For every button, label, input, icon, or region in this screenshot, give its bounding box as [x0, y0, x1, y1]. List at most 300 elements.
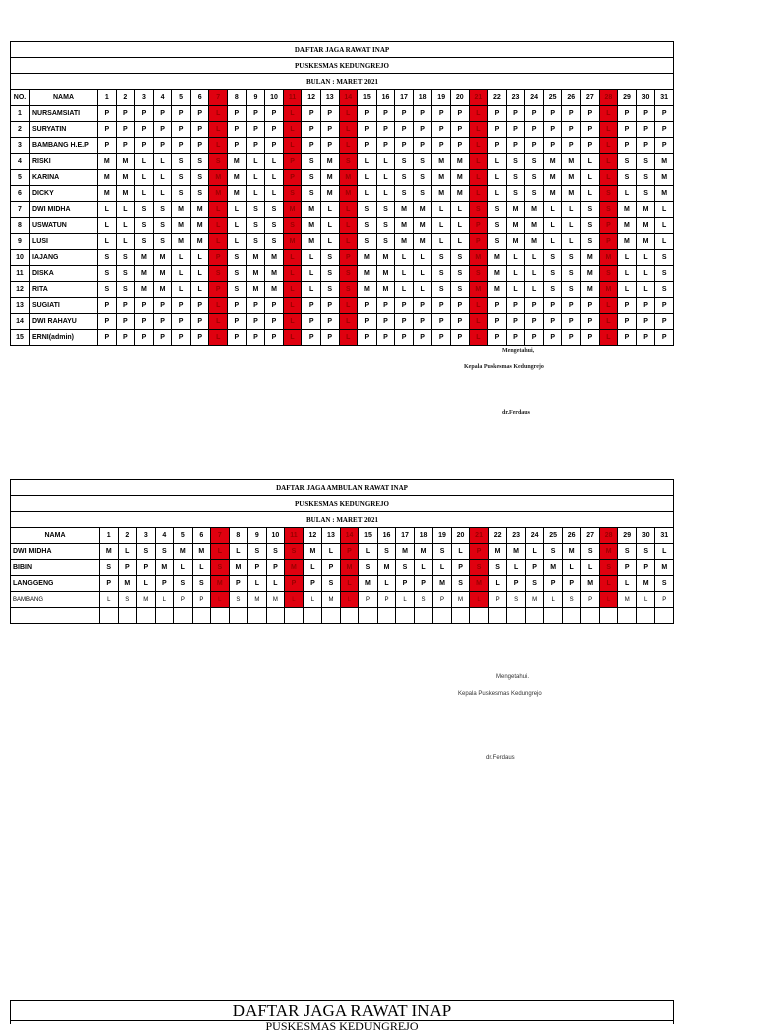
shift-cell: L [265, 170, 284, 186]
empty-cell [248, 608, 267, 624]
shift-cell: M [581, 250, 600, 266]
header-day: 30 [636, 528, 655, 544]
header-day: 12 [302, 90, 321, 106]
shift-cell: M [562, 544, 581, 560]
shift-cell: S [98, 250, 117, 266]
shift-cell: S [525, 154, 544, 170]
shift-cell: P [525, 138, 544, 154]
row-number: 4 [11, 154, 30, 170]
shift-cell: S [153, 202, 172, 218]
shift-cell: P [395, 106, 414, 122]
ambulan-title: DAFTAR JAGA AMBULAN RAWAT INAP [11, 480, 674, 496]
shift-cell: M [377, 560, 396, 576]
shift-cell: M [118, 576, 137, 592]
shift-cell: L [98, 218, 117, 234]
shift-cell: P [470, 544, 489, 560]
shift-cell: L [655, 544, 674, 560]
shift-cell: L [246, 186, 265, 202]
shift-cell: M [320, 170, 339, 186]
empty-cell [488, 608, 507, 624]
shift-cell: S [636, 186, 655, 202]
empty-cell [562, 608, 581, 624]
header-day: 3 [135, 90, 154, 106]
header-day: 28 [599, 528, 618, 544]
shift-cell: M [100, 544, 119, 560]
empty-cell [655, 608, 674, 624]
shift-cell: L [153, 186, 172, 202]
header-day: 21 [469, 90, 488, 106]
shift-cell: P [190, 314, 209, 330]
shift-cell: L [339, 122, 358, 138]
shift-cell: P [506, 106, 525, 122]
shift-cell: M [543, 154, 562, 170]
shift-cell: P [265, 138, 284, 154]
shift-cell: P [248, 560, 267, 576]
staff-name: DWI MIDHA [11, 544, 100, 560]
header-day: 29 [618, 528, 637, 544]
shift-cell: P [543, 314, 562, 330]
staff-name: SUGIATI [30, 298, 98, 314]
shift-cell: M [248, 592, 267, 608]
shift-cell: P [98, 314, 117, 330]
shift-cell: L [172, 266, 191, 282]
shift-cell: L [302, 266, 321, 282]
table-row [11, 234, 674, 250]
shift-cell: S [209, 154, 228, 170]
header-day: 31 [655, 90, 674, 106]
header-day: 24 [525, 90, 544, 106]
shift-cell: L [153, 170, 172, 186]
shift-cell: S [302, 186, 321, 202]
shift-cell: S [581, 544, 600, 560]
header-day: 7 [211, 528, 230, 544]
shift-cell: L [116, 202, 135, 218]
shift-cell: M [470, 576, 489, 592]
shift-cell: S [396, 560, 415, 576]
shift-cell: P [488, 314, 507, 330]
staff-name: DICKY [30, 186, 98, 202]
shift-cell: S [581, 202, 600, 218]
shift-cell: L [339, 314, 358, 330]
shift-cell: L [246, 170, 265, 186]
shift-cell: L [599, 576, 618, 592]
empty-cell [507, 608, 526, 624]
shift-cell: P [320, 298, 339, 314]
header-day: 7 [209, 90, 228, 106]
shift-cell: P [450, 106, 469, 122]
staff-name: LUSI [30, 234, 98, 250]
table-row [11, 138, 674, 154]
header-day: 2 [116, 90, 135, 106]
header-day: 14 [340, 528, 359, 544]
shift-cell: S [413, 170, 432, 186]
empty-cell [266, 608, 285, 624]
shift-cell: L [209, 202, 228, 218]
shift-cell: M [376, 250, 395, 266]
shift-cell: S [155, 544, 174, 560]
shift-cell: P [340, 544, 359, 560]
shift-cell: L [229, 544, 248, 560]
shift-cell: L [469, 330, 488, 346]
shift-cell: P [655, 298, 674, 314]
header-day: 23 [506, 90, 525, 106]
shift-cell: L [470, 592, 489, 608]
header-name: NAMA [30, 90, 98, 106]
shift-cell: L [544, 592, 563, 608]
shift-cell: S [544, 544, 563, 560]
shift-cell: L [488, 576, 507, 592]
shift-cell: M [469, 250, 488, 266]
shift-cell: P [98, 298, 117, 314]
empty-cell [100, 608, 119, 624]
shift-cell: P [636, 314, 655, 330]
row-number: 7 [11, 202, 30, 218]
shift-cell: M [358, 282, 377, 298]
shift-cell: L [228, 218, 247, 234]
shift-cell: S [450, 282, 469, 298]
shift-cell: M [544, 560, 563, 576]
shift-cell: P [190, 122, 209, 138]
shift-cell: M [376, 282, 395, 298]
shift-cell: M [506, 202, 525, 218]
shift-cell: M [581, 576, 600, 592]
shift-cell: P [190, 298, 209, 314]
shift-cell: P [469, 218, 488, 234]
shift-cell: P [395, 122, 414, 138]
empty-cell [340, 608, 359, 624]
shift-cell: S [450, 250, 469, 266]
shift-cell: L [376, 170, 395, 186]
rawat-sign-doctor: dr.Ferdaus [502, 410, 530, 416]
shift-cell: S [413, 154, 432, 170]
shift-cell: S [190, 186, 209, 202]
shift-cell: P [153, 122, 172, 138]
shift-cell: P [525, 560, 544, 576]
shift-cell: L [562, 234, 581, 250]
shift-cell: M [137, 592, 156, 608]
header-day: 29 [618, 90, 637, 106]
shift-cell: S [506, 186, 525, 202]
shift-cell: L [339, 218, 358, 234]
rawat-org: PUSKESMAS KEDUNGREJO [11, 58, 674, 74]
shift-cell: M [98, 170, 117, 186]
shift-cell: M [599, 282, 618, 298]
shift-cell: L [414, 560, 433, 576]
shift-cell: M [228, 154, 247, 170]
shift-cell: L [543, 202, 562, 218]
shift-cell: S [153, 218, 172, 234]
shift-cell: S [618, 170, 637, 186]
shift-cell: P [265, 122, 284, 138]
shift-cell: L [209, 138, 228, 154]
shift-cell: S [358, 234, 377, 250]
shift-cell: P [413, 330, 432, 346]
shift-cell: M [172, 234, 191, 250]
empty-cell [470, 608, 489, 624]
shift-cell: S [228, 266, 247, 282]
shift-cell: P [153, 330, 172, 346]
table-row [11, 298, 674, 314]
shift-cell: P [320, 138, 339, 154]
shift-cell: P [581, 298, 600, 314]
header-day: 18 [413, 90, 432, 106]
shift-cell: L [636, 282, 655, 298]
shift-cell: L [636, 250, 655, 266]
shift-cell: S [618, 154, 637, 170]
shift-cell: P [618, 138, 637, 154]
shift-cell: S [618, 544, 637, 560]
shift-cell: P [116, 314, 135, 330]
shift-cell: P [358, 122, 377, 138]
shift-cell: P [246, 314, 265, 330]
shift-cell: P [507, 576, 526, 592]
shift-cell: L [432, 218, 451, 234]
shift-cell: L [562, 218, 581, 234]
shift-cell: L [190, 250, 209, 266]
table-row [11, 170, 674, 186]
shift-cell: L [283, 250, 302, 266]
empty-cell [174, 608, 193, 624]
shift-cell: M [303, 544, 322, 560]
header-day: 17 [395, 90, 414, 106]
shift-cell: S [395, 154, 414, 170]
shift-cell: L [116, 218, 135, 234]
shift-cell: P [655, 138, 674, 154]
shift-cell: S [135, 202, 154, 218]
shift-cell: M [525, 218, 544, 234]
shift-cell: P [172, 330, 191, 346]
shift-cell: M [320, 186, 339, 202]
shift-cell: L [469, 154, 488, 170]
shift-cell: L [209, 122, 228, 138]
shift-cell: P [172, 314, 191, 330]
shift-cell: P [265, 330, 284, 346]
shift-cell: S [450, 266, 469, 282]
shift-cell: L [525, 250, 544, 266]
shift-cell: M [450, 186, 469, 202]
shift-cell: M [488, 250, 507, 266]
staff-name: BAMBANG [11, 592, 100, 608]
empty-cell [229, 608, 248, 624]
shift-cell: M [155, 560, 174, 576]
shift-cell: P [116, 106, 135, 122]
rawat-sign-head: Kepala Puskesmas Kedungrejo [464, 364, 544, 370]
shift-cell: L [153, 154, 172, 170]
shift-cell: M [562, 154, 581, 170]
shift-cell: S [209, 266, 228, 282]
shift-cell: P [432, 298, 451, 314]
shift-cell: S [339, 266, 358, 282]
shift-cell: P [396, 576, 415, 592]
shift-cell: M [395, 234, 414, 250]
shift-cell: M [302, 202, 321, 218]
shift-cell: S [190, 154, 209, 170]
shift-cell: P [469, 234, 488, 250]
shift-cell: P [413, 106, 432, 122]
shift-cell: L [283, 330, 302, 346]
shift-cell: S [174, 576, 193, 592]
shift-cell: P [320, 314, 339, 330]
shift-cell: P [98, 122, 117, 138]
shift-cell: P [414, 576, 433, 592]
table-row [11, 186, 674, 202]
shift-cell: S [246, 202, 265, 218]
header-day: 6 [190, 90, 209, 106]
shift-cell: M [211, 576, 230, 592]
shift-cell: L [562, 202, 581, 218]
shift-cell: L [211, 592, 230, 608]
shift-cell: S [265, 202, 284, 218]
shift-cell: P [581, 592, 600, 608]
header-day: 15 [358, 90, 377, 106]
shift-cell: P [395, 314, 414, 330]
shift-cell: P [525, 298, 544, 314]
shift-cell: P [302, 122, 321, 138]
rawat-inap-table [10, 41, 674, 346]
shift-cell: S [228, 282, 247, 298]
ambulan-header-row [11, 528, 674, 544]
shift-cell: L [137, 576, 156, 592]
shift-cell: L [450, 218, 469, 234]
shift-cell: S [118, 592, 137, 608]
shift-cell: P [488, 106, 507, 122]
header-day: 22 [488, 90, 507, 106]
shift-cell: P [618, 298, 637, 314]
empty-cell [414, 608, 433, 624]
header-day: 24 [525, 528, 544, 544]
next-page-title: DAFTAR JAGA RAWAT INAP [232, 1001, 452, 1020]
shift-cell: M [413, 202, 432, 218]
shift-cell: S [599, 186, 618, 202]
next-page-org: PUSKESMAS KEDUNGREJO [11, 1020, 673, 1031]
table-row [11, 544, 674, 560]
shift-cell: M [192, 544, 211, 560]
shift-cell: L [599, 592, 618, 608]
shift-cell: L [209, 314, 228, 330]
shift-cell: S [246, 234, 265, 250]
shift-cell: S [98, 282, 117, 298]
shift-cell: M [506, 234, 525, 250]
shift-cell: P [98, 138, 117, 154]
shift-cell: L [543, 234, 562, 250]
shift-cell: P [135, 122, 154, 138]
shift-cell: M [525, 202, 544, 218]
shift-cell: P [562, 138, 581, 154]
shift-cell: P [599, 234, 618, 250]
shift-cell: S [283, 186, 302, 202]
shift-cell: S [100, 560, 119, 576]
table-row [11, 314, 674, 330]
ambulan-schedule [10, 479, 674, 624]
shift-cell: P [302, 298, 321, 314]
shift-cell: L [246, 154, 265, 170]
shift-cell: S [469, 266, 488, 282]
ambulan-table [10, 479, 674, 624]
shift-cell: M [562, 186, 581, 202]
shift-cell: L [488, 154, 507, 170]
ambulan-sign-head: Kepala Puskesmas Kedungrejo [458, 691, 542, 697]
shift-cell: P [116, 298, 135, 314]
empty-cell [396, 608, 415, 624]
shift-cell: P [98, 330, 117, 346]
empty-cell [211, 608, 230, 624]
shift-cell: S [488, 218, 507, 234]
header-day: 20 [450, 90, 469, 106]
shift-cell: S [116, 250, 135, 266]
shift-cell: P [358, 298, 377, 314]
header-day: 18 [414, 528, 433, 544]
empty-cell [303, 608, 322, 624]
shift-cell: P [581, 106, 600, 122]
shift-cell: M [543, 186, 562, 202]
shift-cell: S [506, 170, 525, 186]
row-number: 5 [11, 170, 30, 186]
empty-cell [599, 608, 618, 624]
shift-cell: M [599, 250, 618, 266]
shift-cell: M [246, 250, 265, 266]
shift-cell: M [116, 186, 135, 202]
shift-cell: L [340, 576, 359, 592]
table-row [11, 330, 674, 346]
header-day: 1 [100, 528, 119, 544]
shift-cell: M [190, 218, 209, 234]
header-day: 15 [359, 528, 378, 544]
shift-cell: M [618, 202, 637, 218]
shift-cell: L [339, 202, 358, 218]
row-number: 15 [11, 330, 30, 346]
shift-cell: P [266, 560, 285, 576]
shift-cell: P [562, 106, 581, 122]
shift-cell: P [153, 298, 172, 314]
shift-cell: S [358, 202, 377, 218]
shift-cell: S [320, 266, 339, 282]
shift-cell: M [228, 170, 247, 186]
shift-cell: S [172, 154, 191, 170]
shift-cell: M [525, 234, 544, 250]
shift-cell: P [116, 138, 135, 154]
header-day: 4 [153, 90, 172, 106]
shift-cell: M [413, 234, 432, 250]
shift-cell: S [153, 234, 172, 250]
shift-cell: M [265, 282, 284, 298]
header-day: 17 [396, 528, 415, 544]
shift-cell: M [302, 218, 321, 234]
shift-cell: L [413, 250, 432, 266]
shift-cell: P [599, 218, 618, 234]
staff-name: LANGGENG [11, 576, 100, 592]
shift-cell: P [359, 592, 378, 608]
shift-cell: P [98, 106, 117, 122]
shift-cell: P [246, 138, 265, 154]
shift-cell: L [377, 576, 396, 592]
shift-cell: P [413, 122, 432, 138]
shift-cell: L [283, 282, 302, 298]
shift-cell: M [209, 170, 228, 186]
shift-cell: M [413, 218, 432, 234]
shift-cell: S [562, 592, 581, 608]
shift-cell: L [285, 592, 304, 608]
shift-cell: M [359, 576, 378, 592]
header-day: 26 [562, 90, 581, 106]
shift-cell: M [172, 218, 191, 234]
shift-cell: P [246, 330, 265, 346]
shift-cell: L [469, 314, 488, 330]
shift-cell: L [469, 106, 488, 122]
shift-cell: L [322, 544, 341, 560]
shift-cell: L [339, 234, 358, 250]
shift-cell: M [655, 170, 674, 186]
shift-cell: L [209, 330, 228, 346]
